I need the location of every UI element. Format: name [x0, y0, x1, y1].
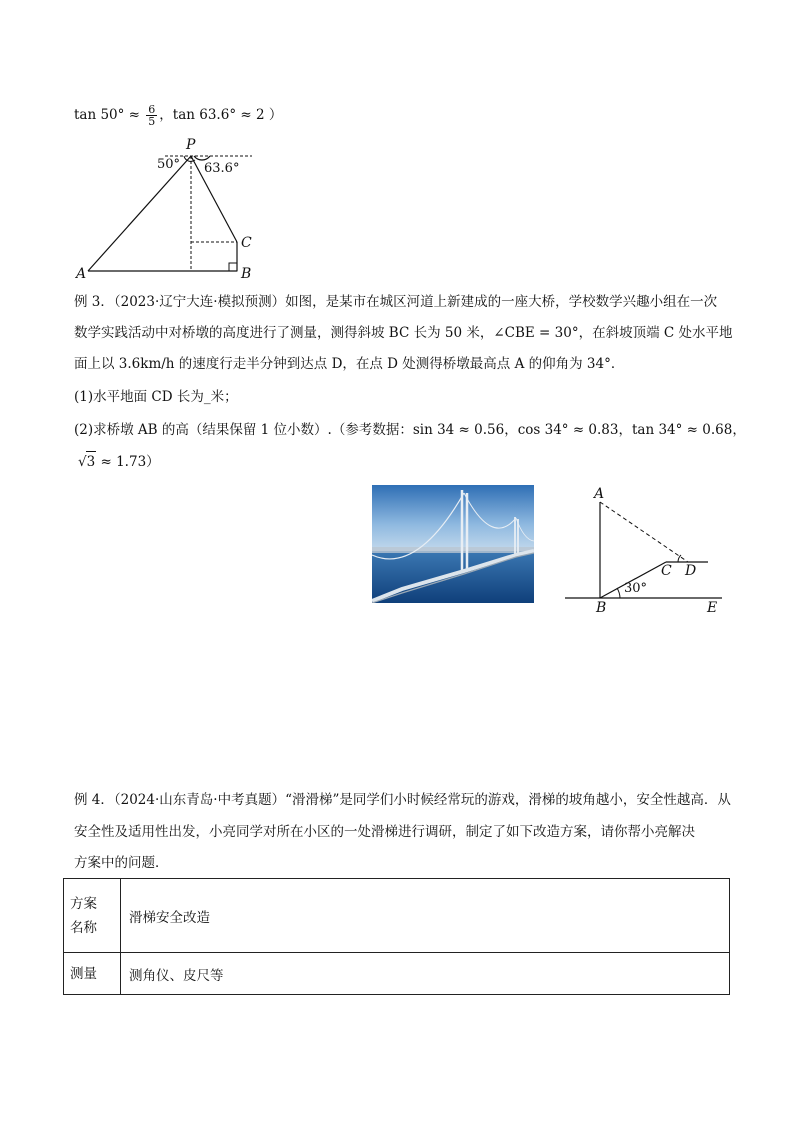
- example3-line1: 例 3．（2023·辽宁大连·模拟预测）如图，是某市在城区河道上新建成的一座大桥，学校数学兴趣小组在一次: [74, 294, 718, 310]
- example4-line3: 方案中的问题．: [74, 855, 169, 871]
- fig2-label-C: C: [661, 563, 672, 579]
- plan-name-key-line2: 名称: [70, 919, 97, 936]
- example3-question2: (2)求桥墩 AB 的高（结果保留 1 位小数）.（参考数据：sin 34 ≈ 0.56，cos 34° ≈ 0.83，tan 34° ≈ 0.68，: [74, 422, 746, 438]
- fig2-label-angle-30: 30°: [624, 581, 648, 596]
- example4-line2: 安全性及适用性出发，小亮同学对所在小区的一处滑梯进行调研，制定了如下改造方案，请你帮小亮解决: [74, 824, 695, 840]
- example3-line2: 数学实践活动中对桥墩的高度进行了测量，测得斜坡 BC 长为 50 米，∠CBE = 30°，在斜坡顶端 C 处水平地: [74, 325, 733, 341]
- fig2-label-D: D: [685, 563, 697, 579]
- segment-AD-dashed: [600, 502, 688, 562]
- example3-line3: 面上以 3.6km/h 的速度行走半分钟到达点 D，在点 D 处测得桥墩最高点 A 的仰角为 34°．: [74, 356, 625, 372]
- angle-arc-30: [617, 588, 620, 598]
- plan-table: [63, 878, 730, 995]
- label-A: A: [76, 266, 87, 282]
- label-P: P: [186, 137, 196, 153]
- figure-bridge-pier: [560, 490, 730, 620]
- example3-question2-sqrt-line: [78, 451, 160, 472]
- table-row: [64, 953, 730, 995]
- formula-suffix: ，tan 63.6° ≈ 2 ）: [159, 107, 283, 123]
- fig2-label-A: A: [594, 486, 605, 502]
- example4-line1: 例 4．（2024·山东青岛·中考真题）“滑滑梯”是同学们小时候经常玩的游戏，滑梯的坡角越小，安全性越高．从: [74, 792, 731, 808]
- label-angle-50: 50°: [157, 157, 181, 172]
- fraction-6-5: [146, 104, 157, 127]
- example3-question1: (1)水平地面 CD 长为_米；: [74, 389, 238, 405]
- table-row: [64, 879, 730, 953]
- measurement-key: 测量: [64, 953, 121, 995]
- fig2-label-E: E: [707, 600, 718, 616]
- measurement-value: 测角仪、皮尺等: [121, 953, 730, 995]
- fig2-label-B: B: [596, 600, 607, 616]
- fraction-numerator: 6: [148, 103, 156, 116]
- sqrt-rest: ≈ 1.73）: [96, 454, 160, 470]
- angle-arc-right: [194, 156, 210, 160]
- fraction-denominator: 5: [148, 115, 156, 128]
- plan-name-key-line1: 方案: [70, 895, 97, 912]
- right-angle-marker: [229, 263, 237, 271]
- sqrt-symbol: √: [78, 454, 87, 470]
- label-angle-63-6: 63.6°: [204, 161, 240, 176]
- segment-PA: [88, 156, 191, 271]
- formula-prefix: tan 50° ≈: [74, 107, 145, 123]
- label-B: B: [241, 266, 252, 282]
- reference-formula-line: [74, 104, 282, 127]
- table-key-cell: [64, 879, 121, 953]
- sqrt-radicand: 3: [86, 451, 97, 472]
- angle-arc-D: [678, 555, 681, 562]
- plan-name-value: 滑梯安全改造: [121, 879, 730, 953]
- label-C: C: [241, 235, 252, 251]
- bridge-photo: [372, 485, 534, 603]
